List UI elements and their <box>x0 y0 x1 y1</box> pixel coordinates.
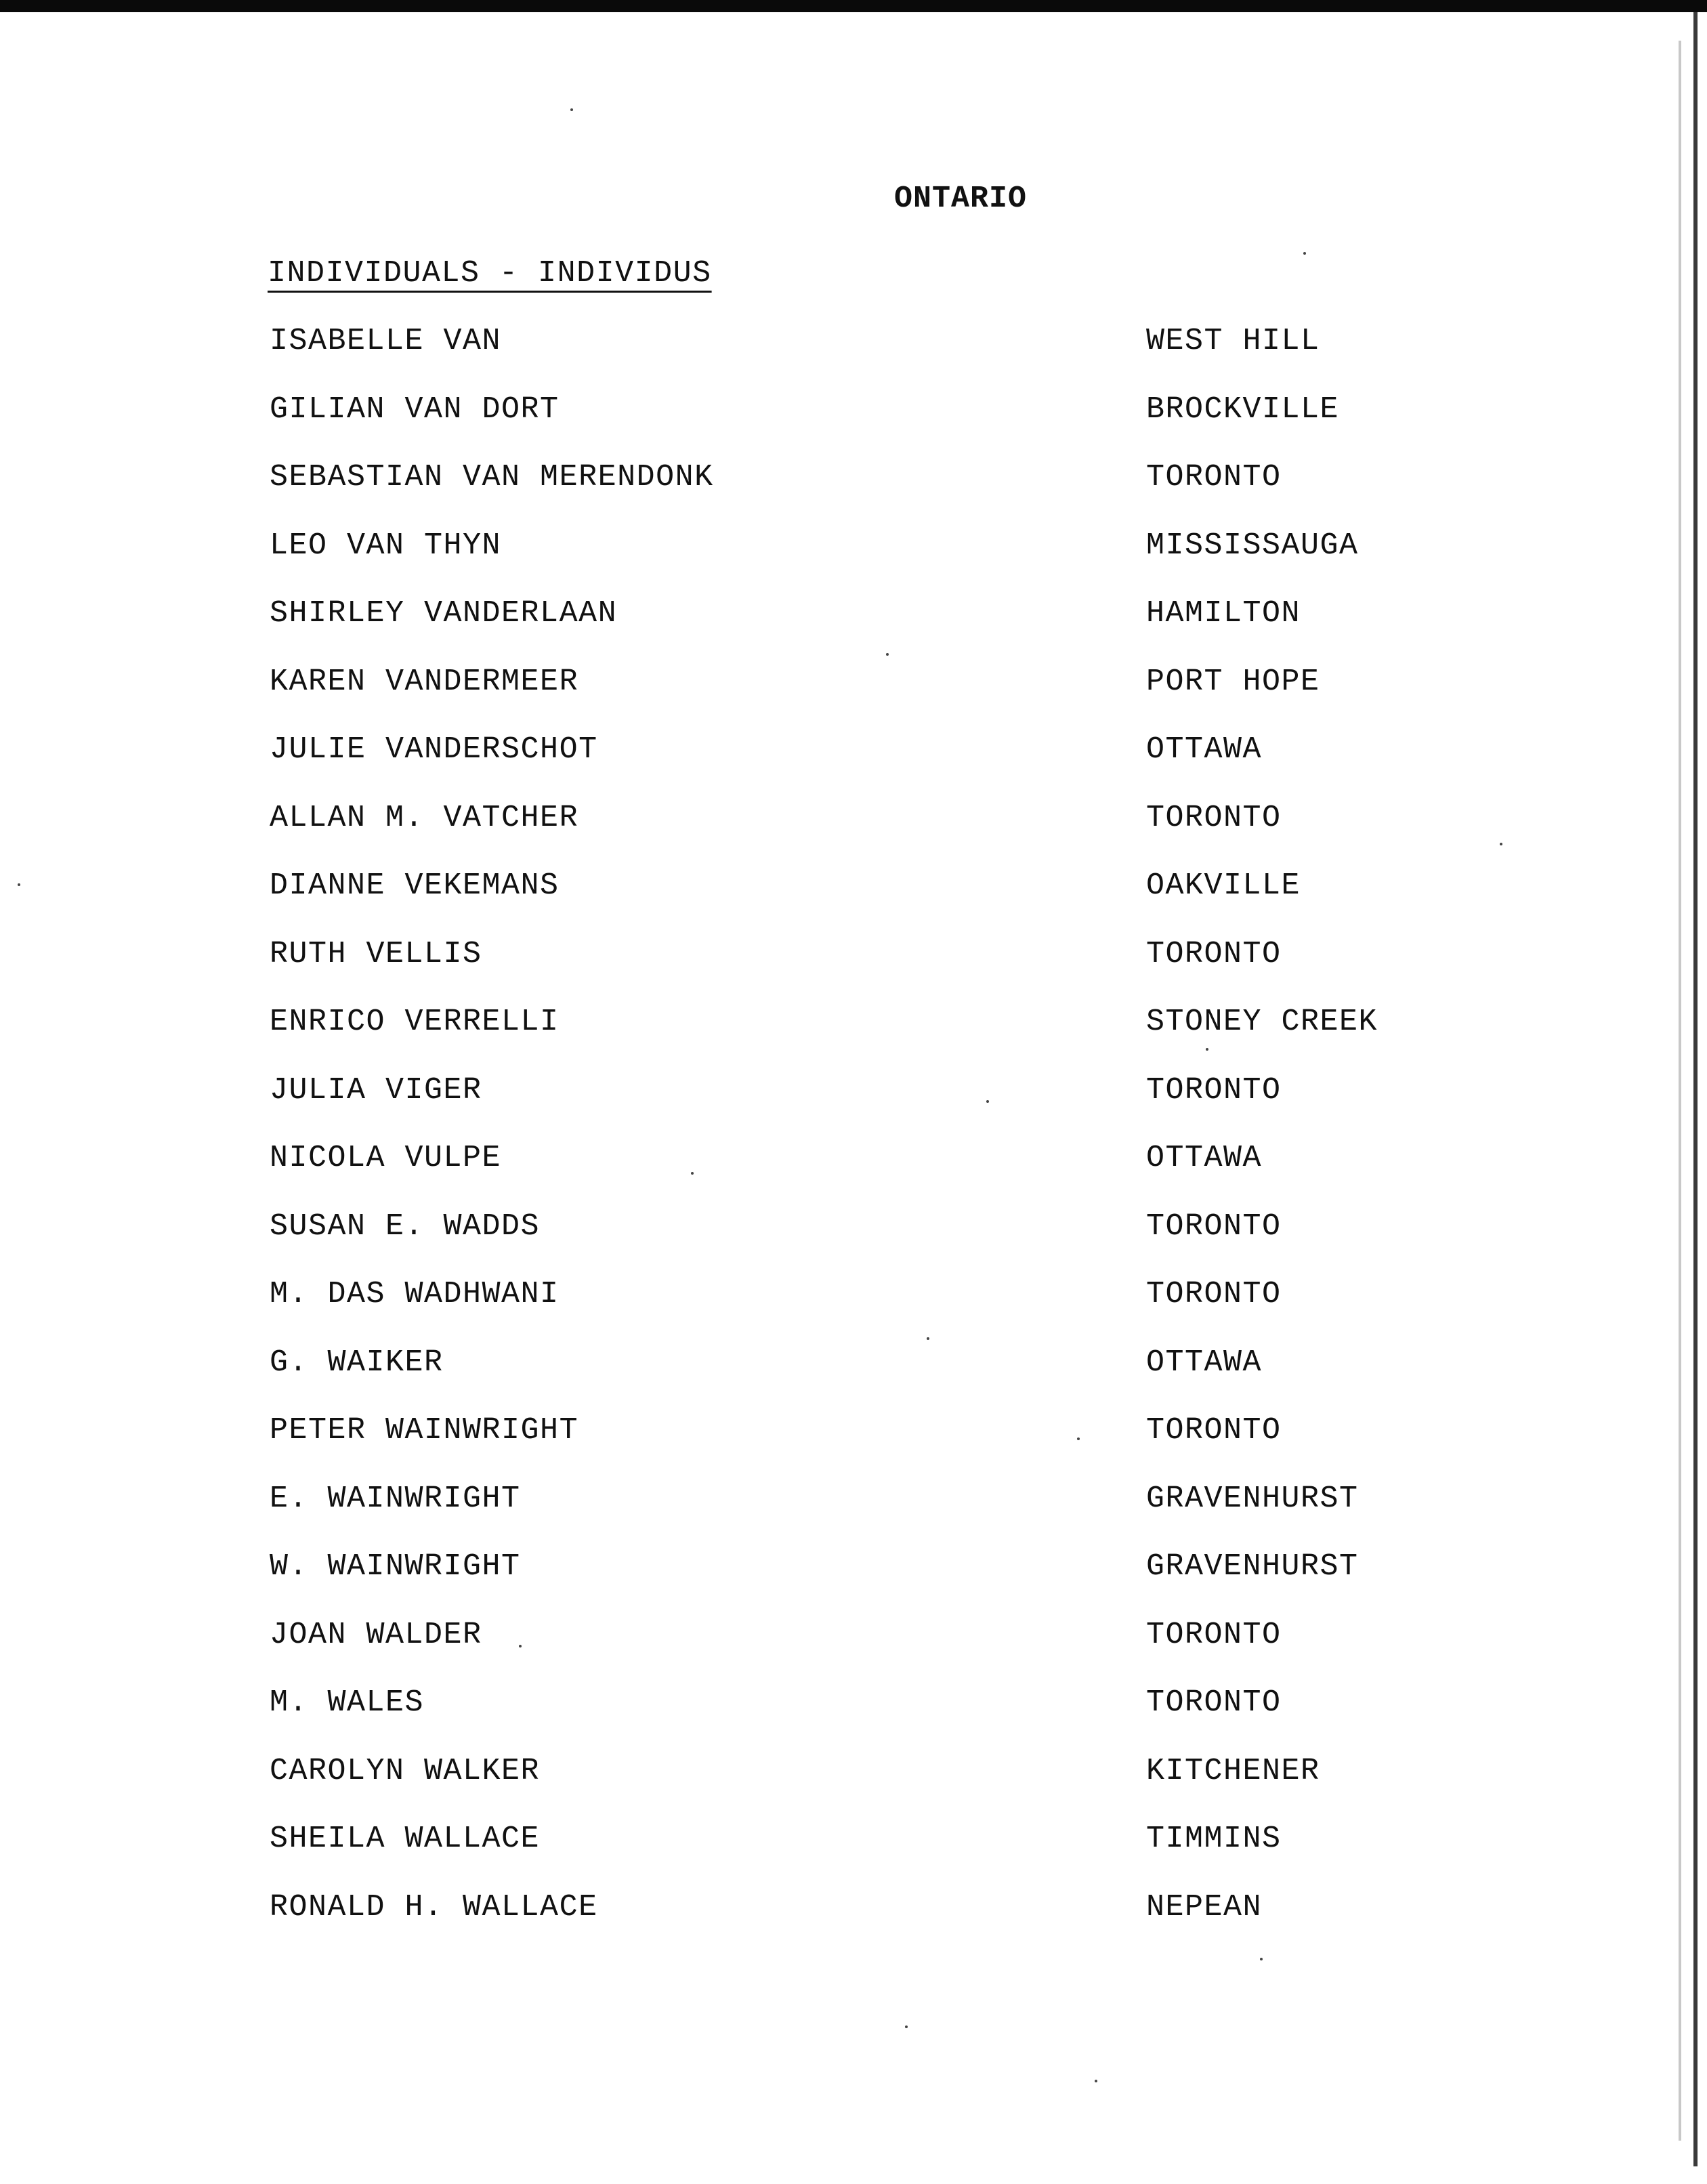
list-item <box>0 732 1707 773</box>
entry-city: WEST HILL <box>1146 324 1320 358</box>
entry-city: TORONTO <box>1146 937 1282 971</box>
scan-speck <box>1500 843 1502 845</box>
scan-speck <box>691 1172 694 1175</box>
list-item <box>0 1005 1707 1045</box>
entry-name: ISABELLE VAN <box>270 324 502 358</box>
entry-name: JULIA VIGER <box>270 1073 482 1108</box>
scan-speck <box>927 1337 929 1340</box>
entry-city: TORONTO <box>1146 460 1282 495</box>
entry-name: M. DAS WADHWANI <box>270 1277 560 1311</box>
list-item <box>0 1209 1707 1250</box>
list-item <box>0 324 1707 364</box>
entry-city: TIMMINS <box>1146 1822 1282 1856</box>
entry-name: KAREN VANDERMEER <box>270 665 579 699</box>
entry-city: GRAVENHURST <box>1146 1549 1359 1584</box>
entry-name: JULIE VANDERSCHOT <box>270 732 598 767</box>
entry-name: PETER WAINWRIGHT <box>270 1413 579 1448</box>
list-item <box>0 1482 1707 1522</box>
entry-city: OAKVILLE <box>1146 868 1301 903</box>
entry-city: MISSISSAUGA <box>1146 528 1359 563</box>
entry-name: RONALD H. WALLACE <box>270 1890 598 1925</box>
entry-name: ENRICO VERRELLI <box>270 1005 560 1039</box>
list-item <box>0 460 1707 501</box>
list-item <box>0 1754 1707 1794</box>
entry-city: GRAVENHURST <box>1146 1482 1359 1516</box>
entry-city: HAMILTON <box>1146 596 1301 631</box>
scan-top-border <box>0 0 1707 12</box>
scan-speck <box>986 1100 989 1103</box>
scan-speck <box>886 653 889 656</box>
entry-name: RUTH VELLIS <box>270 937 482 971</box>
entry-city: OTTAWA <box>1146 1141 1263 1175</box>
scan-speck <box>1206 1048 1208 1051</box>
entry-name: E. WAINWRIGHT <box>270 1482 521 1516</box>
scan-speck <box>18 883 20 886</box>
entry-name: SHEILA WALLACE <box>270 1822 541 1856</box>
scan-speck <box>519 1645 522 1647</box>
list-item <box>0 1345 1707 1386</box>
entry-name: M. WALES <box>270 1685 425 1720</box>
entry-name: SUSAN E. WADDS <box>270 1209 541 1244</box>
entry-name: LEO VAN THYN <box>270 528 502 563</box>
entry-city: TORONTO <box>1146 801 1282 835</box>
list-item <box>0 801 1707 841</box>
entry-city: TORONTO <box>1146 1618 1282 1652</box>
entry-name: G. WAIKER <box>270 1345 444 1380</box>
list-item <box>0 1618 1707 1658</box>
list-item <box>0 1822 1707 1862</box>
entry-name: SEBASTIAN VAN MERENDONK <box>270 460 714 495</box>
entry-city: OTTAWA <box>1146 732 1263 767</box>
list-item <box>0 868 1707 909</box>
list-item <box>0 528 1707 569</box>
entry-city: PORT HOPE <box>1146 665 1320 699</box>
entry-city: STONEY CREEK <box>1146 1005 1378 1039</box>
list-item <box>0 1141 1707 1181</box>
entry-name: DIANNE VEKEMANS <box>270 868 560 903</box>
list-item <box>0 937 1707 978</box>
entry-city: KITCHENER <box>1146 1754 1320 1788</box>
entry-name: W. WAINWRIGHT <box>270 1549 521 1584</box>
scan-speck <box>905 2025 908 2028</box>
list-item <box>0 1073 1707 1114</box>
entry-city: TORONTO <box>1146 1209 1282 1244</box>
entry-name: ALLAN M. VATCHER <box>270 801 579 835</box>
entry-city: TORONTO <box>1146 1413 1282 1448</box>
entry-name: GILIAN VAN DORT <box>270 392 560 427</box>
list-item <box>0 1277 1707 1318</box>
scan-speck <box>1077 1437 1080 1440</box>
entry-city: BROCKVILLE <box>1146 392 1340 427</box>
entry-city: NEPEAN <box>1146 1890 1263 1925</box>
entry-name: CAROLYN WALKER <box>270 1754 541 1788</box>
list-item <box>0 596 1707 637</box>
scan-speck <box>1303 252 1306 255</box>
list-item <box>0 392 1707 433</box>
entry-city: TORONTO <box>1146 1685 1282 1720</box>
list-item <box>0 1890 1707 1931</box>
entry-city: OTTAWA <box>1146 1345 1263 1380</box>
list-item <box>0 665 1707 705</box>
entry-name: JOAN WALDER <box>270 1618 482 1652</box>
scan-speck <box>1260 1958 1263 1960</box>
page-title: ONTARIO <box>894 182 1028 216</box>
section-heading: INDIVIDUALS - INDIVIDUS <box>268 256 712 291</box>
entry-city: TORONTO <box>1146 1073 1282 1108</box>
entry-name: SHIRLEY VANDERLAAN <box>270 596 618 631</box>
entry-name: NICOLA VULPE <box>270 1141 502 1175</box>
scan-speck <box>1095 2080 1097 2082</box>
list-item <box>0 1413 1707 1454</box>
scan-speck <box>570 108 573 111</box>
list-item <box>0 1685 1707 1726</box>
entry-city: TORONTO <box>1146 1277 1282 1311</box>
list-item <box>0 1549 1707 1590</box>
